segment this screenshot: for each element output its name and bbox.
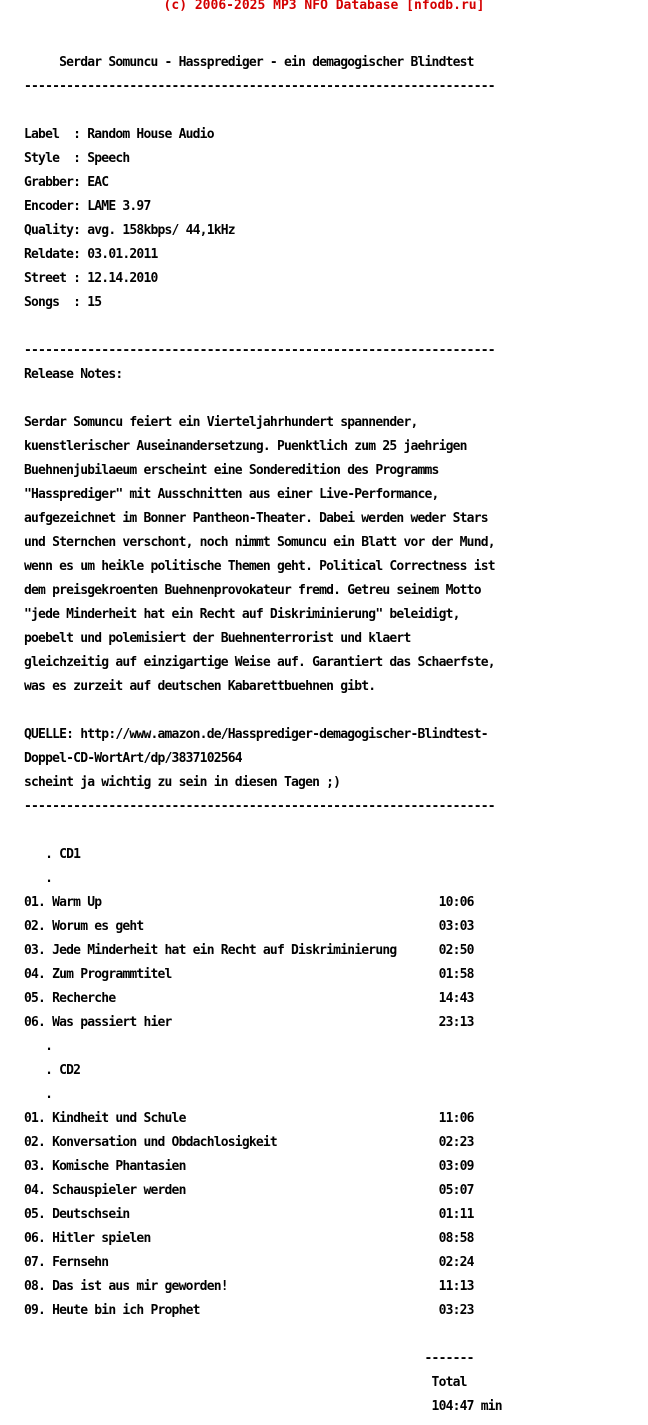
- track-row: 01. Kindheit und Schule 11:06: [24, 1111, 474, 1126]
- track-row: 06. Hitler spielen 08:58: [24, 1231, 474, 1246]
- release-notes-heading: Release Notes:: [24, 367, 123, 382]
- source-link-line[interactable]: QUELLE: http://www.amazon.de/Hassprediger-demagogischer-Blindtest-: [24, 727, 488, 742]
- track-row: 03. Komische Phantasien 03:09: [24, 1159, 474, 1174]
- total-duration: 104:47 min: [24, 1399, 502, 1414]
- notes-line: aufgezeichnet im Bonner Pantheon-Theater. Dabei werden weder Stars: [24, 511, 488, 526]
- total-label: Total: [24, 1375, 467, 1390]
- track-row: 09. Heute bin ich Prophet 03:23: [24, 1303, 474, 1318]
- notes-line: dem preisgekroenten Buehnenprovokateur fremd. Getreu seinem Motto: [24, 583, 481, 598]
- blank-line: [24, 33, 502, 45]
- total-rule: -------: [24, 1351, 474, 1366]
- track-row: 02. Konversation und Obdachlosigkeit 02:23: [24, 1135, 474, 1150]
- notes-line: kuenstlerischer Auseinandersetzung. Puenktlich zum 25 jaehrigen: [24, 439, 467, 454]
- track-row: 01. Warm Up 10:06: [24, 895, 474, 910]
- site-credit-header[interactable]: (c) 2006-2025 MP3 NFO Database [nfodb.ru]: [163, 0, 485, 13]
- info-reldate: Reldate: 03.01.2011: [24, 247, 158, 262]
- dot-spacer: .: [24, 871, 53, 886]
- track-row: 08. Das ist aus mir geworden! 11:13: [24, 1279, 474, 1294]
- release-title: Serdar Somuncu - Hassprediger - ein demagogischer Blindtest: [24, 55, 474, 70]
- notes-line: wenn es um heikle politische Themen geht. Political Correctness ist: [24, 559, 495, 574]
- info-quality: Quality: avg. 158kbps/ 44,1kHz: [24, 223, 235, 238]
- info-style: Style : Speech: [24, 151, 130, 166]
- track-row: 04. Schauspieler werden 05:07: [24, 1183, 474, 1198]
- blank-line: [24, 1329, 502, 1341]
- divider-rule: -------------------------------------------------------------------: [24, 79, 495, 94]
- track-row: 04. Zum Programmtitel 01:58: [24, 967, 474, 982]
- blank-line: [24, 825, 502, 837]
- notes-line: poebelt und polemisiert der Buehnenterrorist und klaert: [24, 631, 411, 646]
- notes-line: gleichzeitig auf einzigartige Weise auf. Garantiert das Schaerfste,: [24, 655, 495, 670]
- notes-line: was es zurzeit auf deutschen Kabarettbuehnen gibt.: [24, 679, 376, 694]
- track-row: 05. Deutschsein 01:11: [24, 1207, 474, 1222]
- info-songs: Songs : 15: [24, 295, 102, 310]
- track-row: 05. Recherche 14:43: [24, 991, 474, 1006]
- track-row: 06. Was passiert hier 23:13: [24, 1015, 474, 1030]
- track-row: 02. Worum es geht 03:03: [24, 919, 474, 934]
- info-encoder: Encoder: LAME 3.97: [24, 199, 151, 214]
- notes-line: Buehnenjubilaeum erscheint eine Sonderedition des Programms: [24, 463, 439, 478]
- notes-line: "jede Minderheit hat ein Recht auf Diskriminierung" beleidigt,: [24, 607, 460, 622]
- blank-line: [24, 393, 502, 405]
- notes-line: Serdar Somuncu feiert ein Vierteljahrhundert spannender,: [24, 415, 418, 430]
- nfo-text: [24, 21, 502, 1425]
- info-label: Label : Random House Audio: [24, 127, 214, 142]
- source-comment: scheint ja wichtig zu sein in diesen Tagen ;): [24, 775, 341, 790]
- blank-line: [24, 321, 502, 333]
- info-grabber: Grabber: EAC: [24, 175, 109, 190]
- source-link-line[interactable]: Doppel-CD-WortArt/dp/3837102564: [24, 751, 242, 766]
- track-row: 07. Fernsehn 02:24: [24, 1255, 474, 1270]
- divider-rule: -------------------------------------------------------------------: [24, 343, 495, 358]
- cd2-header: . CD2: [24, 1063, 81, 1078]
- blank-line: [24, 105, 502, 117]
- notes-line: "Hassprediger" mit Ausschnitten aus einer Live-Performance,: [24, 487, 439, 502]
- dot-spacer: .: [24, 1087, 53, 1102]
- info-street: Street : 12.14.2010: [24, 271, 158, 286]
- dot-spacer: .: [24, 1039, 53, 1054]
- track-row: 03. Jede Minderheit hat ein Recht auf Diskriminierung 02:50: [24, 943, 474, 958]
- notes-line: und Sternchen verschont, noch nimmt Somuncu ein Blatt vor der Mund,: [24, 535, 495, 550]
- blank-line: [24, 705, 502, 717]
- divider-rule: -------------------------------------------------------------------: [24, 799, 495, 814]
- cd1-header: . CD1: [24, 847, 81, 862]
